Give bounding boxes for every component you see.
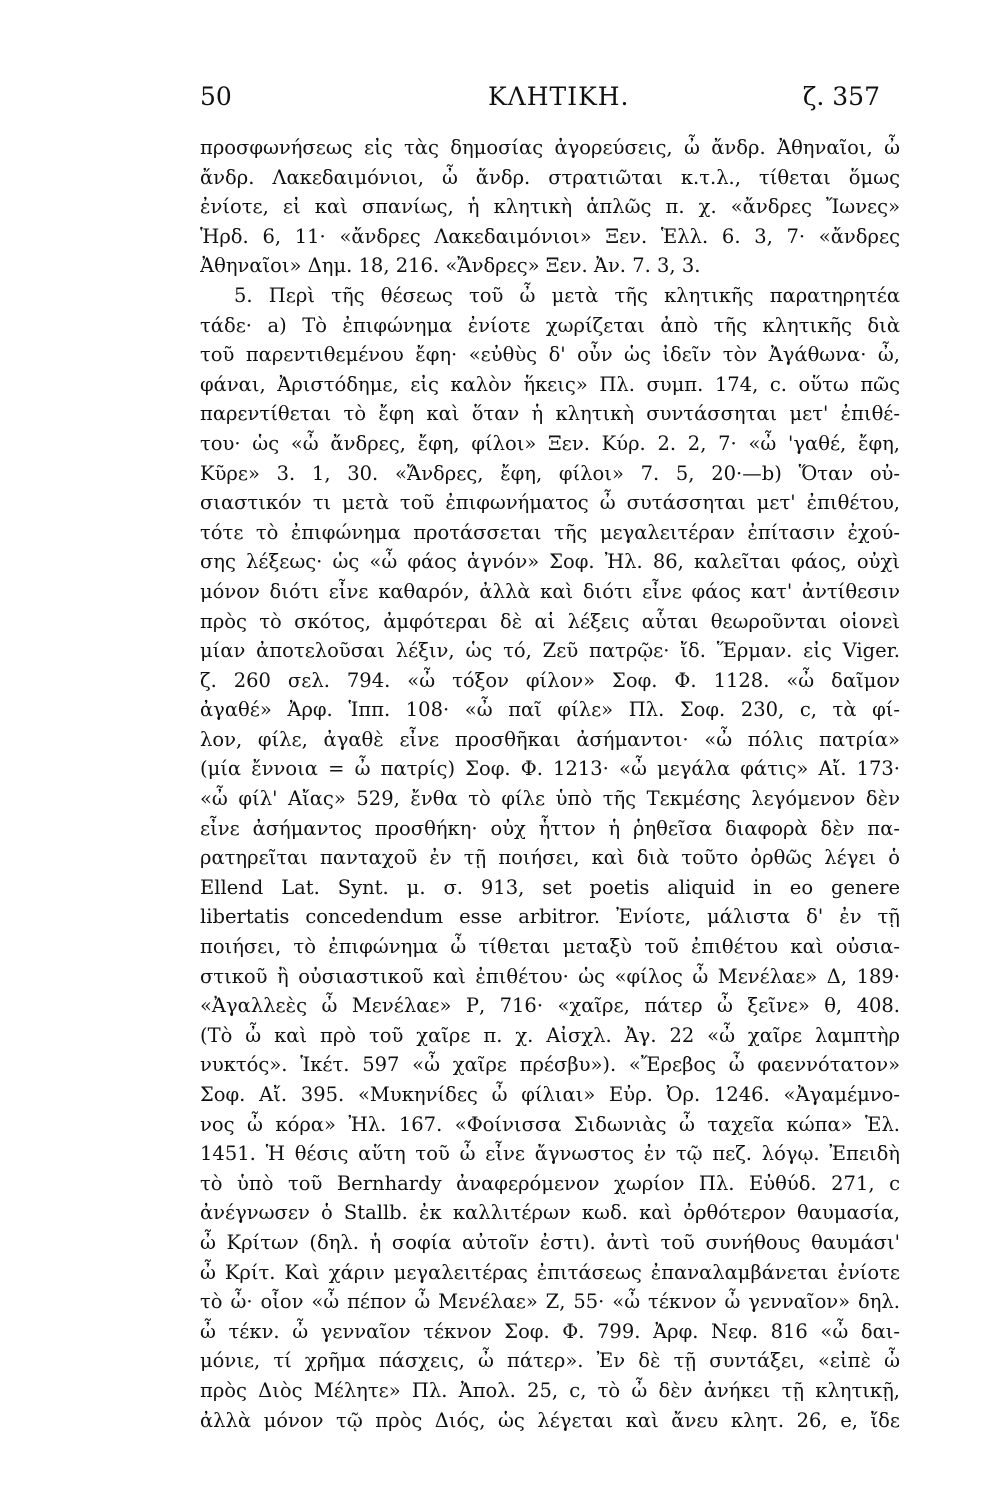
text-line: Ellend Lat. Synt. μ. σ. 913, set poetis aliquid in eo genere [200, 875, 900, 899]
text-line: σιαστικόν τι μετὰ τοῦ ἐπιφωνήματος ὦ συτάσσηται μετ' ἐπιθέτου, [200, 491, 900, 515]
text-line: Ἀθηναῖοι» Δημ. 18, 216. «Ἄνδρες» Ξεν. Ἀν. 7. 3, 3. [200, 254, 701, 278]
text-line: νυκτός». Ἱκέτ. 597 «ὦ χαῖρε πρέσβυ»). «Ἔρεβος ὦ φαεννότατον» [200, 1053, 900, 1077]
text-line: προσφωνήσεως εἰς τὰς δημοσίας ἀγορεύσεις, ὦ ἄνδρ. Ἀθηναῖοι, ὦ [200, 136, 900, 159]
page-header [200, 82, 880, 122]
text-line: ἀγαθέ» Ἀρφ. Ἱππ. 108· «ὦ παῖ φίλε» Πλ. Σοφ. 230, c, τὰ φί- [200, 698, 900, 722]
text-line: πρὸς τὸ σκότος, ἀμφότεραι δὲ αἱ λέξεις αὗται θεωροῦνται οἱονεὶ [200, 609, 900, 633]
section-number: ζ. 357 [802, 82, 880, 111]
body-text [200, 133, 900, 1435]
text-line: ὦ τέκν. ὦ γενναῖον τέκνον Σοφ. Φ. 799. Ἀρφ. Νεφ. 816 «ὦ δαι- [200, 1319, 900, 1343]
text-line: μόνιε, τί χρῆμα πάσχεις, ὦ πάτερ». Ἐν δὲ τῇ συντάξει, «εἰπὲ ὦ [200, 1349, 900, 1373]
text-line: ἐνίοτε, εἰ καὶ σπανίως, ἡ κλητικὴ ἁπλῶς π. χ. «ἄνδρες Ἴωνες» [200, 195, 900, 219]
text-line: Κῦρε» 3. 1, 30. «Ἄνδρες, ἔφη, φίλοι» 7. 5, 20·—b) Ὅταν οὐ- [200, 461, 900, 485]
text-line: νος ὦ κόρα» Ἠλ. 167. «Φοίνισσα Σιδωνιὰς ὦ ταχεῖα κώπα» Ἑλ. [200, 1112, 900, 1136]
text-line: τὸ ὑπὸ τοῦ Bernhardy ἀναφερόμενον χωρίον Πλ. Εὐθύδ. 271, c [200, 1171, 900, 1195]
text-line: τοῦ παρεντιθεμένου ἔφη· «εὐθὺς δ' οὖν ὡς ἰδεῖν τὸν Ἀγάθωνα· ὦ, [200, 343, 900, 367]
text-line: τότε τὸ ἐπιφώνημα προτάσσεται τῆς μεγαλειτέραν ἐπίτασιν ἐχού- [200, 520, 900, 544]
text-line: (Τὸ ὦ καὶ πρὸ τοῦ χαῖρε π. χ. Αἰσχλ. Ἀγ. 22 «ὦ χαῖρε λαμπτὴρ [200, 1023, 900, 1047]
text-line: σης λέξεως· ὡς «ὦ φάος ἁγνόν» Σοφ. Ἠλ. 86, καλεῖται φάος, οὐχὶ [200, 550, 900, 574]
text-line: ὦ Κρίτων (δηλ. ἡ σοφία αὐτοῖν ἐστι). ἀντὶ τοῦ συνήθους θαυμάσι' [200, 1230, 900, 1254]
text-line: μόνον διότι εἶνε καθαρόν, ἀλλὰ καὶ διότι εἶνε φάος κατ' ἀντίθεσιν [200, 579, 900, 603]
text-line: «Ἀγαλλεὲς ὦ Μενέλαε» Ρ, 716· «χαῖρε, πάτερ ὦ ξεῖνε» θ, 408. [200, 994, 900, 1018]
text-line: ὦ Κρίτ. Καὶ χάριν μεγαλειτέρας ἐπιτάσεως ἐπαναλαμβάνεται ἐνίοτε [200, 1260, 900, 1284]
text-line: λον, φίλε, ἀγαθὲ εἶνε προσθῆκαι ἀσήμαντοι· «ὦ πόλις πατρία» [200, 727, 900, 751]
text-line: τὸ ὦ· οἷον «ὦ πέπον ὦ Μενέλαε» Ζ, 55· «ὦ τέκνον ὦ γενναῖον» δηλ. [200, 1290, 900, 1314]
text-line: libertatis concedendum esse arbitror. Ἐνίοτε, μάλιστα δ' ἐν τῇ [200, 905, 900, 929]
text-line: φάναι, Ἀριστόδημε, εἰς καλὸν ἥκεις» Πλ. συμπ. 174, c. οὕτω πῶς [200, 372, 900, 396]
text-line: 1451. Ἡ θέσις αὕτη τοῦ ὦ εἶνε ἄγνωστος ἐν τῷ πεζ. λόγῳ. Ἐπειδὴ [200, 1142, 900, 1166]
text-line: Σοφ. Αἴ. 395. «Μυκηνίδες ὦ φίλιαι» Εὐρ. Ὀρ. 1246. «Ἀγαμέμνο- [200, 1083, 900, 1106]
text-line: παρεντίθεται τὸ ἔφη καὶ ὅταν ἡ κλητικὴ συντάσσηται μετ' ἐπιθέ- [200, 402, 900, 426]
text-line: του· ὡς «ὦ ἄνδρες, ἔφη, φίλοι» Ξεν. Κύρ. 2. 2, 7· «ὦ 'γαθέ, ἔφη, [200, 431, 900, 455]
text-line: στικοῦ ἢ οὐσιαστικοῦ καὶ ἐπιθέτου· ὡς «φίλος ὦ Μενέλαε» Δ, 189· [200, 964, 900, 988]
text-line: ζ. 260 σελ. 794. «ὦ τόξον φίλον» Σοφ. Φ. 1128. «ὦ δαῖμον [200, 668, 900, 692]
text-line: τάδε· a) Τὸ ἐπιφώνημα ἐνίοτε χωρίζεται ἀπὸ τῆς κλητικῆς διὰ [200, 313, 900, 337]
text-line: ἀλλὰ μόνον τῷ πρὸς Διός, ὡς λέγεται καὶ ἄνευ κλητ. 26, e, ἴδε [200, 1408, 900, 1432]
text-line: «ὦ φίλ' Αἴας» 529, ἔνθα τὸ φίλε ὑπὸ τῆς Τεκμέσης λεγόμενον δὲν [200, 787, 900, 811]
text-line: εἶνε ἀσήμαντος προσθήκη· οὐχ ἧττον ἡ ῥηθεῖσα διαφορὰ δὲν πα- [200, 816, 900, 840]
text-line: μίαν ἀποτελοῦσαι λέξιν, ὡς τό, Ζεῦ πατρῷε· ἴδ. Ἕρμαν. εἰς Viger. [200, 639, 900, 663]
page-number: 50 [200, 82, 232, 111]
text-line: (μία ἔννοια = ὦ πατρίς) Σοφ. Φ. 1213· «ὦ μεγάλα φάτις» Αἴ. 173· [200, 757, 900, 781]
text-line: 5. Περὶ τῆς θέσεως τοῦ ὦ μετὰ τῆς κλητικῆς παρατηρητέα [234, 283, 900, 307]
text-line: πρὸς Διὸς Μέλητε» Πλ. Ἀπολ. 25, c, τὸ ὦ δὲν ἀνήκει τῇ κλητικῇ, [200, 1378, 900, 1402]
text-line: Ἡρδ. 6, 11· «ἄνδρες Λακεδαιμόνιοι» Ξεν. Ἑλλ. 6. 3, 7· «ἄνδρες [200, 224, 900, 248]
text-line: ἀνέγνωσεν ὁ Stallb. ἐκ καλλιτέρων κωδ. καὶ ὀρθότερον θαυμασία, [200, 1201, 900, 1225]
running-title: ΚΛΗΤΙΚΗ. [488, 82, 630, 111]
text-line: ρατηρεῖται πανταχοῦ ἐν τῇ ποιήσει, καὶ διὰ τοῦτο ὀρθῶς λέγει ὁ [200, 846, 900, 870]
text-line: ἄνδρ. Λακεδαιμόνιοι, ὦ ἄνδρ. στρατιῶται κ.τ.λ., τίθεται ὅμως [200, 165, 900, 189]
text-line: ποιήσει, τὸ ἐπιφώνημα ὦ τίθεται μεταξὺ τοῦ ἐπιθέτου καὶ οὐσια- [200, 935, 900, 959]
